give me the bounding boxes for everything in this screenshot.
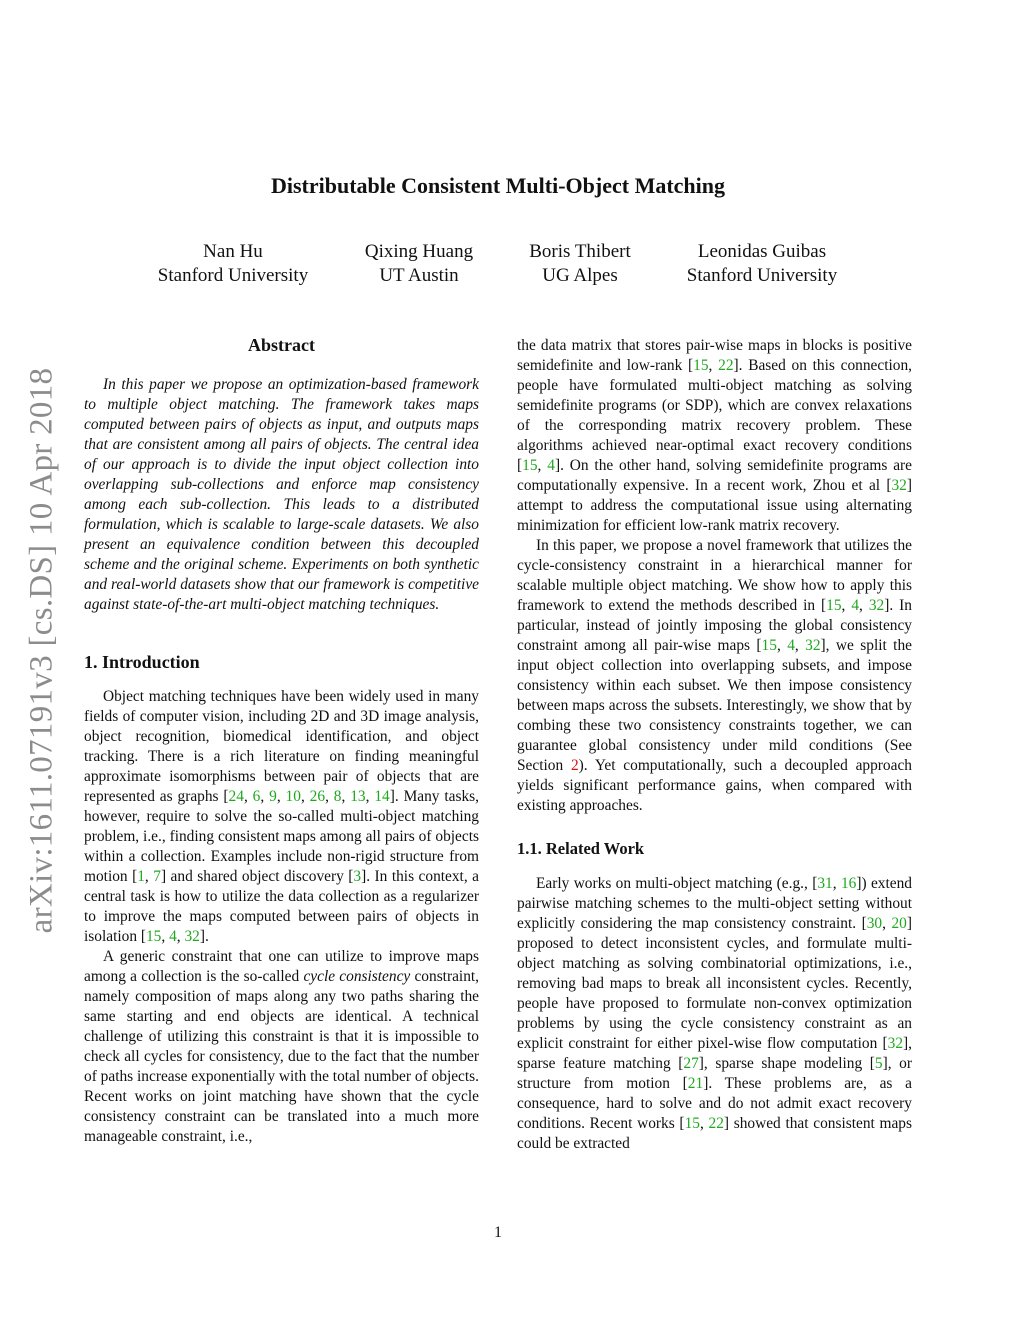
related-work-paragraph-1: Early works on multi-object matching (e.g., [31, 16]) extend pairwise matching schemes to the multi-object setting without explicitly considering the map consistency constraint. [30, 20] proposed to detect inconsistent cycles, and formulate multi-object matching as solving combinatorial optimizations, i.e., removing bad maps to break all inconsistent cycles. Recently, people have proposed to formulate non-convex optimization problems by using the cycle consistency constraint as an explicit constraint for either pixel-wise flow computation [32], sparse feature matching [27], sparse shape modeling [5], or structure from motion [21]. These problems are, as a consequence, hard to solve and do not admit exact recovery conditions. Recent works [15, 22] showed that consistent maps could be extracted bbox=[517, 875, 913, 1152]
author-name: Nan Hu bbox=[203, 241, 263, 262]
author-affiliation: UG Alpes bbox=[542, 265, 618, 286]
abstract-heading: Abstract bbox=[248, 335, 315, 355]
citation-link[interactable]: 21 bbox=[687, 1075, 704, 1092]
paper-title: Distributable Consistent Multi-Object Matching bbox=[270, 173, 726, 198]
author-3 bbox=[480, 240, 680, 288]
arxiv-sidebar bbox=[22, 350, 62, 950]
citation-link[interactable]: 13 bbox=[350, 788, 366, 805]
author-1 bbox=[133, 240, 333, 288]
page-number: 1 bbox=[494, 1224, 502, 1241]
citation-link[interactable]: 20 bbox=[891, 915, 907, 932]
citation-link[interactable]: 32 bbox=[184, 928, 200, 945]
citation-link[interactable]: 4 bbox=[547, 457, 555, 474]
citation-link[interactable]: 5 bbox=[874, 1055, 883, 1072]
author-affiliation: Stanford University bbox=[157, 265, 309, 286]
citation-link[interactable]: 22 bbox=[718, 357, 734, 374]
citation-link[interactable]: 27 bbox=[683, 1055, 699, 1072]
author-name: Boris Thibert bbox=[529, 241, 631, 262]
citation-link[interactable]: 26 bbox=[309, 788, 326, 805]
author-name: Leonidas Guibas bbox=[697, 241, 827, 262]
citation-link[interactable]: 3 bbox=[353, 868, 362, 885]
intro-paragraph-4: In this paper, we propose a novel framework that utilizes the cycle-consistency constraint in a hierarchical manner for scalable multiple object matching. We show how to apply this framework to extend the methods described in [15, 4, 32]. In particular, instead of jointly imposing the global consistency constraint among all pair-wise maps [15, 4, 32], we split the input object collection into overlapping subsets, and impose consistency within each subset. We then impose consistency between maps across the subsets. Interestingly, we show that by combing these two consistency constraints together, we can guarantee global consistency under mild conditions (See Section 2). Yet computationally, such a decoupled approach yields significant performance gains, when compared with existing approaches. bbox=[517, 537, 912, 814]
arxiv-identifier: arXiv:1611.07191v3 [cs.DS] 10 Apr 2018 bbox=[23, 367, 60, 933]
author-4 bbox=[662, 240, 862, 288]
related-work-heading: 1.1. Related Work bbox=[517, 839, 645, 858]
citation-link[interactable]: 32 bbox=[887, 1035, 904, 1052]
intro-paragraph-2: A generic constraint that one can utilize to improve maps among a collection is the so-called cycle consistency constraint, namely composition of maps along any two paths sharing the same starting and end objects are identical. A technical challenge of utilizing this constraint is that it is impossible to check all cycles for consistency, due to the fact that the number of paths increase exponentially with the total number of objects. Recent works on joint matching have shown that the cycle consistency constraint can be translated into a much more manageable constraint, i.e., bbox=[84, 948, 480, 1145]
citation-link[interactable]: 24 bbox=[228, 788, 244, 805]
citation-link[interactable]: 16 bbox=[840, 875, 857, 892]
right-column bbox=[517, 336, 912, 1154]
author-name: Qixing Huang bbox=[364, 241, 474, 262]
author-block bbox=[0, 240, 996, 300]
citation-link[interactable]: 4 bbox=[787, 637, 795, 654]
introduction-heading: 1. Introduction bbox=[84, 652, 200, 672]
citation-link[interactable]: 6 bbox=[252, 788, 261, 805]
citation-link[interactable]: 9 bbox=[269, 788, 277, 805]
citation-link[interactable]: 15 bbox=[684, 1115, 700, 1132]
citation-link[interactable]: 14 bbox=[374, 788, 390, 805]
emphasis-term: cycle consistency bbox=[303, 968, 411, 985]
author-affiliation: Stanford University bbox=[686, 265, 838, 286]
citation-link[interactable]: 15 bbox=[761, 637, 777, 654]
citation-link[interactable]: 10 bbox=[285, 788, 301, 805]
citation-link[interactable]: 22 bbox=[708, 1115, 724, 1132]
citation-link[interactable]: 32 bbox=[891, 477, 907, 494]
section-reference-link[interactable]: 2 bbox=[570, 757, 579, 774]
citation-link[interactable]: 7 bbox=[153, 868, 161, 885]
citation-link[interactable]: 32 bbox=[868, 597, 885, 614]
abstract-text: In this paper we propose an optimization-based framework to multiple object matching. The framework takes maps computed between pairs of objects as input, and outputs maps that are consistent among all pairs of objects. The central idea of our approach is to divide the input object collection into overlapping sub-collections and enforce map consistency among each sub-collection. This leads to a distributed formulation, which is scalable to large-scale datasets. We also present an equivalence condition between this decoupled scheme and the original scheme. Experiments on both synthetic and real-world datasets show that our framework is competitive against state-of-the-art multi-object matching techniques. bbox=[84, 376, 479, 613]
citation-link[interactable]: 1 bbox=[137, 868, 145, 885]
left-column bbox=[84, 333, 479, 1147]
citation-link[interactable]: 31 bbox=[817, 875, 833, 892]
intro-paragraph-3: the data matrix that stores pair-wise maps in blocks is positive semidefinite and low-rank [15, 22]. Based on this connection, people have formulated multi-object matching as solving semidefinite programs (or SDP), which are convex relaxations of the corresponding matrix recovery problem. These algorithms achieved near-optimal exact recovery conditions [15, 4]. On the other hand, solving semidefinite programs are computationally expensive. In a recent work, Zhou et al [32] attempt to address the computational issue using alternating minimization for efficient low-rank matrix recovery. bbox=[517, 337, 912, 534]
author-affiliation: UT Austin bbox=[379, 265, 459, 286]
citation-link[interactable]: 15 bbox=[145, 928, 162, 945]
citation-link[interactable]: 15 bbox=[826, 597, 842, 614]
intro-paragraph-1: Object matching techniques have been widely used in many fields of computer vision, including 2D and 3D image analysis, object recognition, biomedical identification, and object tracking. There is a rich literature on finding meaningful approximate isomorphisms between pair of objects that are represented as graphs [24, 6, 9, 10, 26, 8, 13, 14]. Many tasks, however, require to solve the so-called multi-object matching problem, i.e., finding consistent maps among all pairs of objects within a collection. Examples include non-rigid structure from motion [1, 7] and shared object discovery [3]. In this context, a central task is how to utilize the data collection as a regularizer to improve the maps computed between pairs of objects in isolation [15, 4, 32]. bbox=[84, 688, 480, 945]
citation-link[interactable]: 4 bbox=[169, 928, 177, 945]
citation-link[interactable]: 30 bbox=[866, 915, 883, 932]
abstract-body bbox=[84, 375, 479, 615]
citation-link[interactable]: 32 bbox=[805, 637, 821, 654]
citation-link[interactable]: 8 bbox=[333, 788, 342, 805]
citation-link[interactable]: 4 bbox=[851, 597, 860, 614]
citation-link[interactable]: 15 bbox=[522, 457, 538, 474]
citation-link[interactable]: 15 bbox=[693, 357, 709, 374]
